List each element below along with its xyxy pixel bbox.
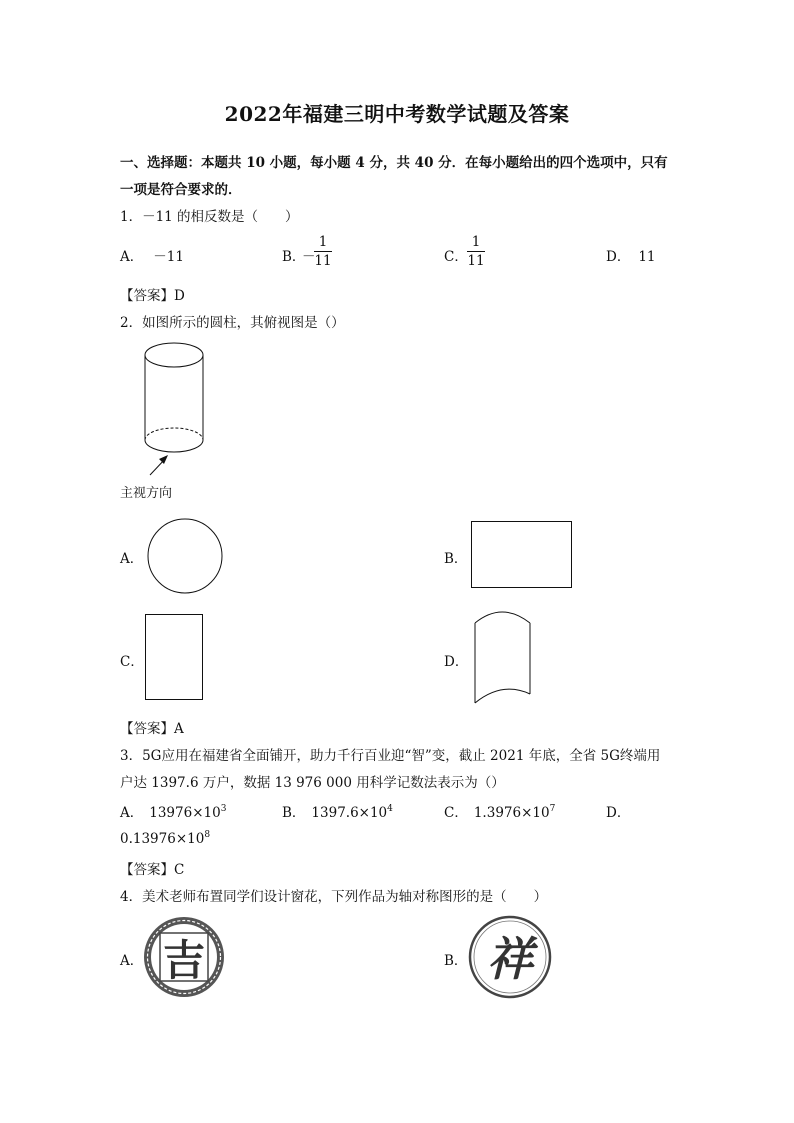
q1-option-b-sign: －	[302, 249, 316, 265]
q1-option-d-label: D．	[606, 249, 631, 265]
q3-option-b	[282, 801, 393, 821]
circle-figure	[145, 517, 225, 597]
q1-option-d-text: 11	[638, 249, 656, 265]
q1-option-b-denominator: 11	[314, 253, 332, 269]
cylinder-side-figure	[472, 607, 534, 707]
q3-option-c	[444, 801, 555, 821]
section-header-line1: 一、选择题：本题共 10 小题，每小题 4 分，共 40 分．在每小题给出的四个选项中，只有	[120, 155, 668, 171]
q3-option-d-value	[120, 830, 210, 847]
q1-option-a-label: A．	[120, 249, 144, 265]
q3-line1: 3．5G应用在福建省全面铺开，助力千行百业迎“智”变，截止 2021 年底，全省 5G终端用	[120, 748, 661, 764]
ji-character: 吉	[162, 936, 206, 985]
q1-answer: 【答案】D	[120, 288, 185, 304]
q1-option-b-label: B．	[282, 249, 306, 265]
page-title: 2022年福建三明中考数学试题及答案	[224, 102, 570, 126]
cylinder-figure	[130, 338, 220, 483]
q3-option-c-exp: 7	[549, 804, 556, 814]
q3-option-c-label: C．	[444, 805, 468, 821]
q3-option-d-label: D．	[606, 805, 631, 821]
section-header-line2: 一项是符合要求的．	[120, 182, 242, 198]
q3-option-c-base: 1.3976×10	[473, 805, 550, 821]
q3-option-d-exp: 8	[204, 830, 211, 840]
q3-option-b-label: B．	[282, 805, 306, 821]
q3-option-a-label: A．	[120, 805, 144, 821]
q3-line2: 户达 1397.6 万户，数据 13 976 000 用科学记数法表示为（）	[120, 775, 505, 791]
q2-answer: 【答案】A	[120, 721, 184, 737]
q1-option-a-text: －11	[153, 249, 184, 265]
view-direction-label: 主视方向	[120, 486, 173, 501]
window-flower-ji-figure	[142, 915, 226, 999]
q1-option-b-numerator: 1	[318, 234, 328, 250]
q3-option-a-base: 13976×10	[149, 805, 221, 821]
q1-option-c-label: C．	[444, 249, 468, 265]
q1-option-a	[120, 245, 184, 265]
q1-option-c-numerator: 1	[471, 234, 481, 250]
q2-option-a-label: A．	[120, 551, 144, 567]
q3-option-d-base: 0.13976×10	[120, 831, 205, 847]
q4-option-b-label: B．	[444, 953, 468, 969]
xiang-character: 祥	[487, 932, 533, 986]
q2-option-b-label: B．	[444, 551, 468, 567]
q4-stem: 4．美术老师布置同学们设计窗花，下列作品为轴对称图形的是（ ）	[120, 889, 548, 905]
q1-option-c-denominator: 11	[467, 253, 485, 269]
q1-option-d	[606, 245, 656, 265]
wide-rectangle-figure	[471, 521, 573, 589]
q3-option-a-exp: 3	[220, 804, 227, 814]
q1-option-c-fraction	[467, 234, 485, 269]
window-flower-xiang-figure	[468, 915, 552, 999]
q2-option-c-label: C．	[120, 654, 144, 670]
q3-answer: 【答案】C	[120, 862, 185, 878]
q3-option-b-exp: 4	[387, 804, 393, 814]
q1-stem: 1．－11 的相反数是（ ）	[120, 209, 299, 225]
q3-option-a	[120, 801, 226, 821]
tall-rectangle-figure	[145, 614, 205, 702]
q4-option-a-label: A．	[120, 953, 144, 969]
q2-stem: 2．如图所示的圆柱，其俯视图是（）	[120, 315, 345, 331]
q3-option-b-base: 1397.6×10	[311, 805, 388, 821]
q1-option-b-fraction	[314, 234, 332, 269]
q2-option-d-label: D．	[444, 654, 469, 670]
